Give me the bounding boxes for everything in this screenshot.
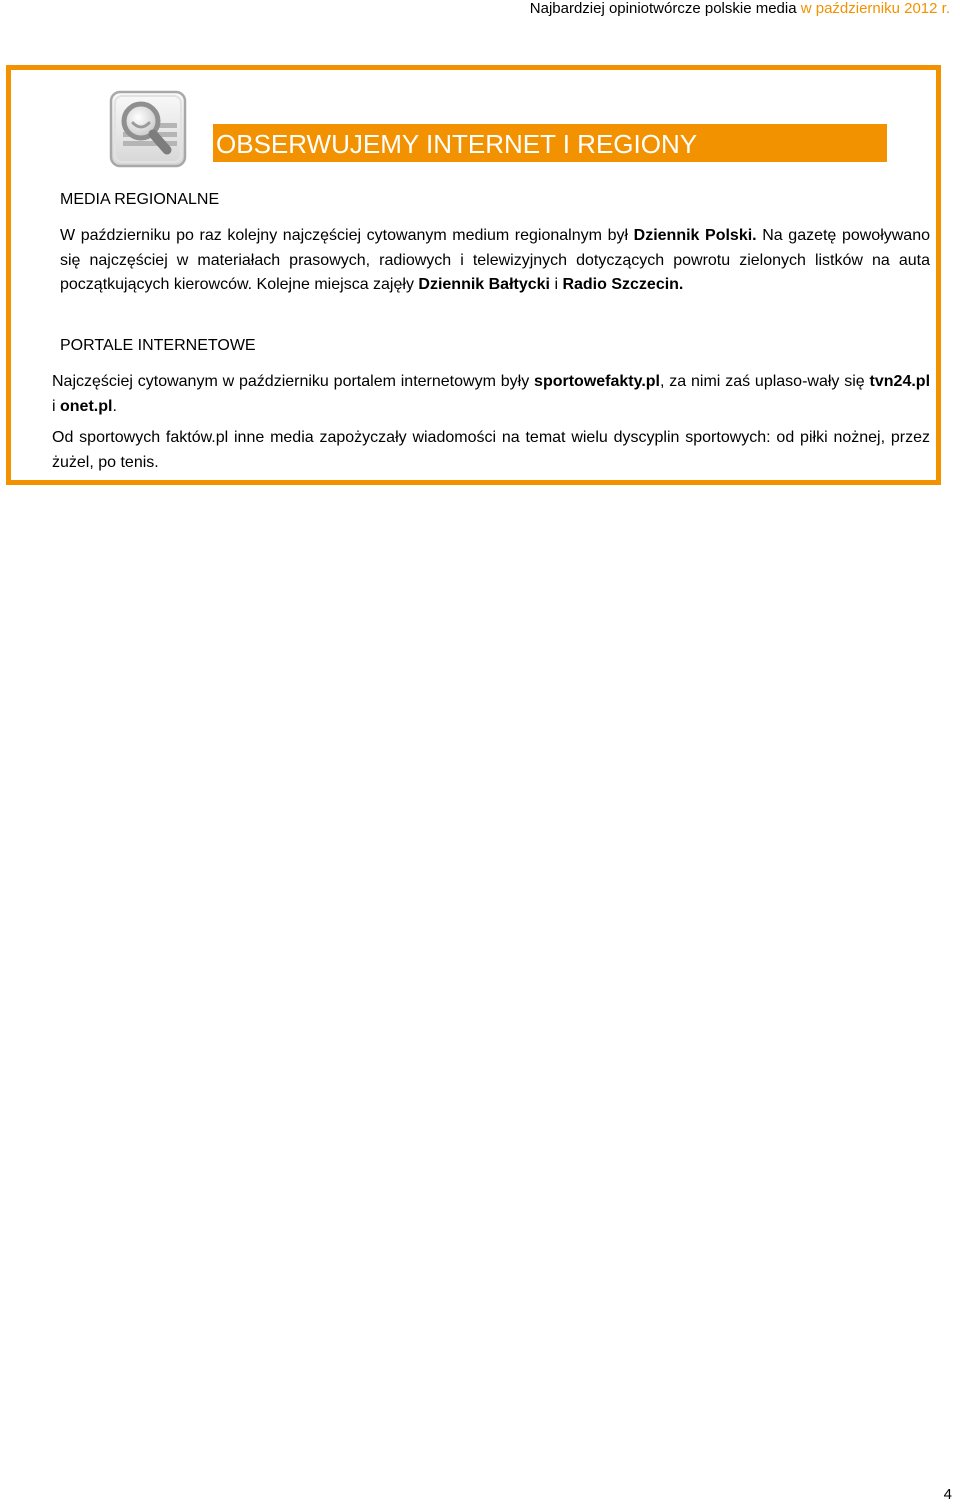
text-run: . bbox=[112, 397, 117, 415]
text-run: i bbox=[52, 397, 60, 415]
bold-sportowefakty: sportowefakty.pl bbox=[534, 373, 660, 390]
running-header-text: Najbardziej opiniotwórcze polskie media bbox=[529, 0, 801, 17]
bold-radio-szczecin: Radio Szczecin. bbox=[562, 276, 684, 293]
bold-onet: onet.pl bbox=[60, 397, 113, 415]
page-number: 4 bbox=[943, 1486, 952, 1503]
media-regionalne-heading: MEDIA REGIONALNE bbox=[60, 191, 220, 208]
section-title-bar bbox=[213, 124, 887, 162]
running-header-highlight: w październiku 2012 r. bbox=[800, 0, 950, 17]
text-run: , za nimi zaś uplaso-wały się bbox=[660, 373, 870, 390]
section-title: OBSERWUJEMY INTERNET I REGIONY bbox=[216, 129, 698, 159]
bold-dziennik-polski: Dziennik Polski. bbox=[633, 227, 757, 244]
portale-internetowe-heading: PORTALE INTERNETOWE bbox=[60, 337, 256, 354]
magnifier-search-icon bbox=[109, 90, 187, 168]
text-run: W październiku po raz kolejny najczęściej cytowanym medium regionalnym był bbox=[60, 227, 634, 244]
portale-paragraph-1 bbox=[52, 370, 930, 419]
bold-dziennik-baltycki: Dziennik Bałtycki bbox=[418, 276, 550, 293]
portale-paragraph-2 bbox=[52, 426, 930, 475]
text-run: Na gazetę powoływano się najczęściej w materiałach prasowych, radiowych i telewizyjnych dotyczących powrotu zielonych listków na auta początkujących kierowców. Kolejne miejsca zajęły bbox=[60, 227, 930, 293]
bold-tvn24: tvn24.pl bbox=[869, 373, 931, 390]
running-header bbox=[530, 0, 950, 20]
portale-paragraph-2-text: Od sportowych faktów.pl inne media zapożyczały wiadomości na temat wielu dyscyplin sportowych: od piłki nożnej, przez żużel, po tenis. bbox=[52, 429, 930, 471]
text-run: Najczęściej cytowanym w październiku portalem internetowym były bbox=[52, 373, 535, 390]
content-frame bbox=[6, 65, 941, 485]
media-regionalne-paragraph bbox=[60, 224, 930, 298]
text-run: i bbox=[550, 276, 563, 293]
